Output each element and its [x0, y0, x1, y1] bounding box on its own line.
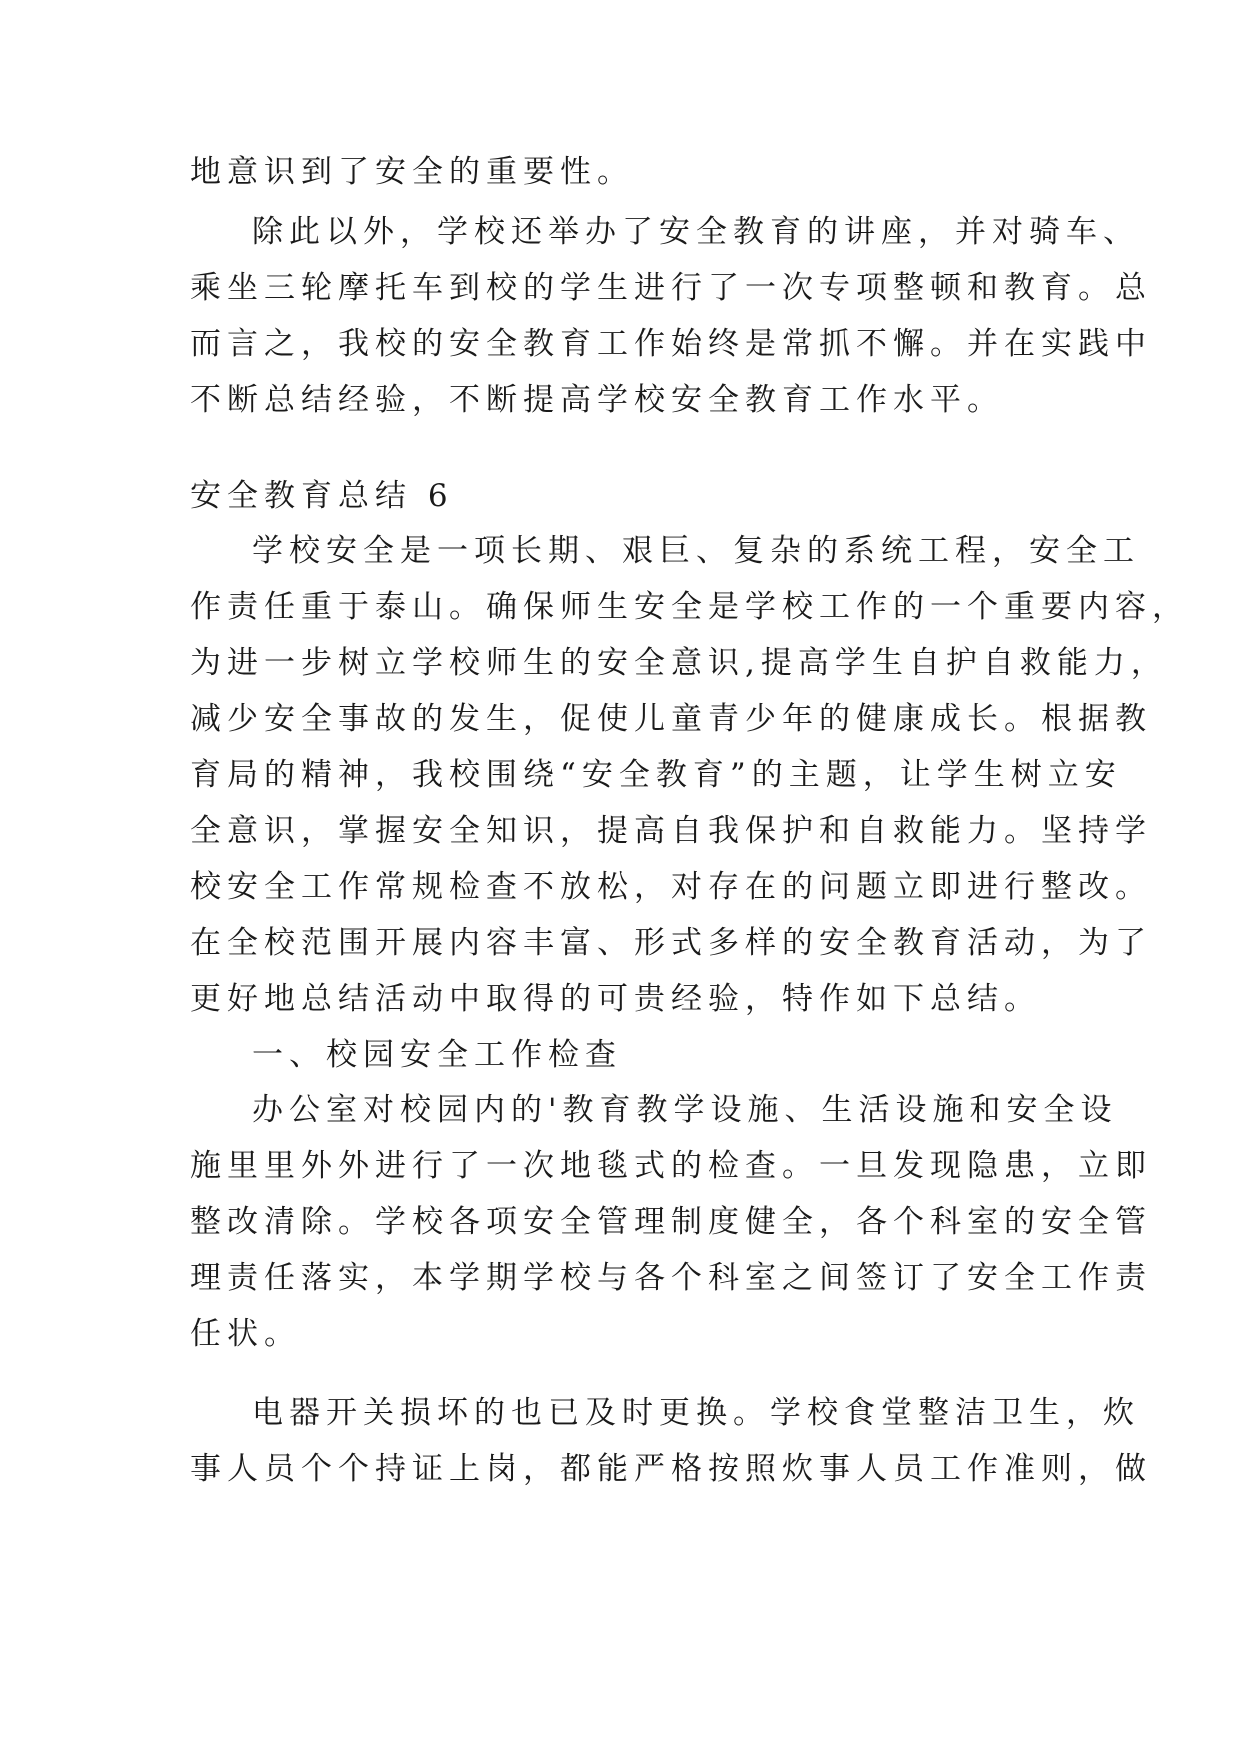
paragraph-line: 电器开关损坏的也已及时更换。学校食堂整洁卫生，炊 — [252, 1395, 1140, 1431]
paragraph-line: 地意识到了安全的重要性。 — [190, 154, 634, 190]
paragraph-line: 不断总结经验，不断提高学校安全教育工作水平。 — [190, 382, 1004, 418]
paragraph-line: 任状。 — [190, 1316, 301, 1352]
paragraph-line: 全意识，掌握安全知识，提高自我保护和自救能力。坚持学 — [190, 813, 1152, 849]
paragraph-line: 乘坐三轮摩托车到校的学生进行了一次专项整顿和教育。总 — [190, 270, 1152, 306]
subsection-heading: 一、校园安全工作检查 — [252, 1037, 622, 1073]
paragraph-line: 在全校范围开展内容丰富、形式多样的安全教育活动，为了 — [190, 925, 1152, 961]
paragraph-line: 为进一步树立学校师生的安全意识,提高学生自护自救能力， — [190, 645, 1168, 681]
paragraph-line: 学校安全是一项长期、艰巨、复杂的系统工程，安全工 — [252, 533, 1140, 569]
paragraph-line: 减少安全事故的发生，促使儿童青少年的健康成长。根据教 — [190, 701, 1152, 737]
paragraph-line: 更好地总结活动中取得的可贵经验，特作如下总结。 — [190, 981, 1041, 1017]
paragraph-line: 整改清除。学校各项安全管理制度健全，各个科室的安全管 — [190, 1204, 1152, 1240]
paragraph-line: 而言之，我校的安全教育工作始终是常抓不懈。并在实践中 — [190, 326, 1152, 362]
section-heading: 安全教育总结 6 — [190, 478, 454, 514]
paragraph-line: 作责任重于泰山。确保师生安全是学校工作的一个重要内容， — [190, 589, 1189, 625]
paragraph-line: 育局的精神，我校围绕“安全教育”的主题，让学生树立安 — [190, 757, 1122, 793]
paragraph-line: 校安全工作常规检查不放松，对存在的问题立即进行整改。 — [190, 869, 1152, 905]
paragraph-line: 办公室对校园内的'教育教学设施、生活设施和安全设 — [252, 1092, 1118, 1128]
paragraph-line: 除此以外，学校还举办了安全教育的讲座，并对骑车、 — [252, 214, 1140, 250]
paragraph-line: 理责任落实，本学期学校与各个科室之间签订了安全工作责 — [190, 1260, 1152, 1296]
paragraph-line: 施里里外外进行了一次地毯式的检查。一旦发现隐患，立即 — [190, 1148, 1152, 1184]
paragraph-line: 事人员个个持证上岗，都能严格按照炊事人员工作准则，做 — [190, 1451, 1152, 1487]
